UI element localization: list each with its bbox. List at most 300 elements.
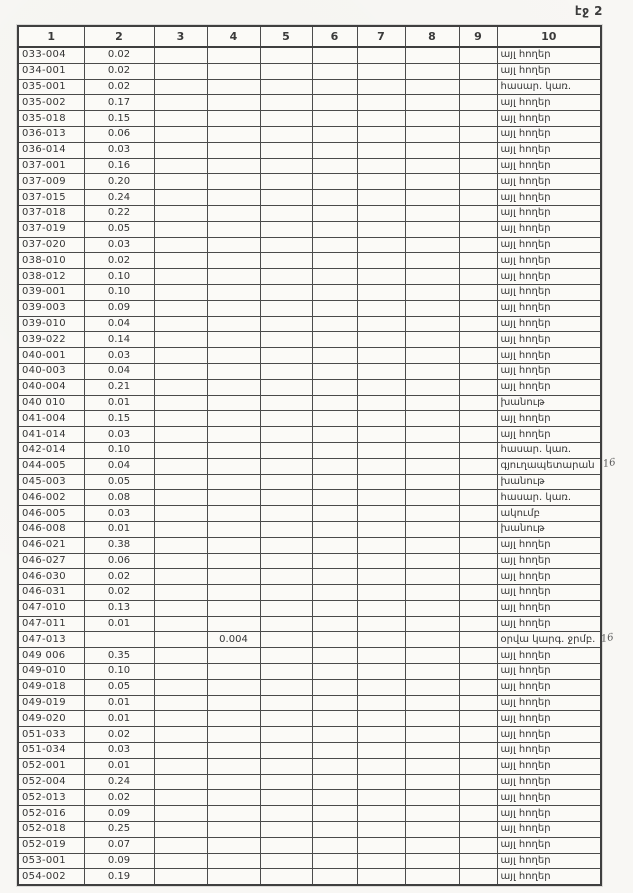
empty-cell xyxy=(357,869,405,885)
empty-cell xyxy=(260,237,312,253)
empty-cell xyxy=(357,348,405,364)
area-value-cell xyxy=(207,221,260,237)
area-value-cell: 0.03 xyxy=(84,506,154,522)
empty-cell xyxy=(405,395,459,411)
empty-cell xyxy=(154,237,207,253)
empty-cell xyxy=(154,727,207,743)
empty-cell xyxy=(405,363,459,379)
parcel-code-cell: 052-019 xyxy=(18,837,84,853)
area-value-cell xyxy=(207,395,260,411)
empty-cell xyxy=(260,63,312,79)
empty-cell xyxy=(357,600,405,616)
empty-cell xyxy=(459,174,497,190)
empty-cell xyxy=(260,853,312,869)
area-value-cell: 0.02 xyxy=(84,63,154,79)
empty-cell xyxy=(459,585,497,601)
empty-cell xyxy=(459,158,497,174)
empty-cell xyxy=(357,142,405,158)
empty-cell xyxy=(405,348,459,364)
empty-cell xyxy=(260,316,312,332)
empty-cell xyxy=(459,411,497,427)
table-row xyxy=(18,490,601,506)
empty-cell xyxy=(260,679,312,695)
empty-cell xyxy=(260,664,312,680)
empty-cell xyxy=(312,284,357,300)
area-value-cell: 0.01 xyxy=(84,395,154,411)
area-value-cell xyxy=(207,758,260,774)
parcel-code-cell: 040-001 xyxy=(18,348,84,364)
parcel-code-cell: 035-002 xyxy=(18,95,84,111)
empty-cell xyxy=(459,379,497,395)
empty-cell xyxy=(260,806,312,822)
parcel-code-cell: 052-018 xyxy=(18,822,84,838)
column-header: 5 xyxy=(260,26,312,47)
empty-cell xyxy=(260,332,312,348)
empty-cell xyxy=(260,79,312,95)
empty-cell xyxy=(357,427,405,443)
empty-cell xyxy=(357,490,405,506)
area-value-cell: 0.01 xyxy=(84,711,154,727)
table-row xyxy=(18,253,601,269)
parcel-code-cell: 049-020 xyxy=(18,711,84,727)
empty-cell xyxy=(357,790,405,806)
empty-cell xyxy=(405,47,459,63)
table-row xyxy=(18,869,601,885)
empty-cell xyxy=(312,63,357,79)
area-value-cell xyxy=(207,269,260,285)
empty-cell xyxy=(459,395,497,411)
empty-cell xyxy=(357,727,405,743)
empty-cell xyxy=(459,537,497,553)
empty-cell xyxy=(357,774,405,790)
table-row xyxy=(18,158,601,174)
area-value-cell: 0.13 xyxy=(84,600,154,616)
area-value-cell xyxy=(207,47,260,63)
empty-cell xyxy=(260,790,312,806)
empty-cell xyxy=(405,174,459,190)
empty-cell xyxy=(405,221,459,237)
parcel-code-cell: 049-018 xyxy=(18,679,84,695)
land-use-cell: այլ հողեր xyxy=(497,300,601,316)
area-value-cell: 0.15 xyxy=(84,411,154,427)
land-use-cell: այլ հողեր xyxy=(497,600,601,616)
table-row xyxy=(18,174,601,190)
land-use-cell: այլ հողեր xyxy=(497,363,601,379)
empty-cell xyxy=(357,695,405,711)
empty-cell xyxy=(312,679,357,695)
parcel-code-cell: 042-014 xyxy=(18,442,84,458)
area-value-cell: 0.04 xyxy=(84,458,154,474)
empty-cell xyxy=(154,869,207,885)
empty-cell xyxy=(459,648,497,664)
land-use-cell: այլ հողեր xyxy=(497,142,601,158)
area-value-cell xyxy=(207,111,260,127)
area-value-cell xyxy=(207,316,260,332)
empty-cell xyxy=(405,790,459,806)
empty-cell xyxy=(459,774,497,790)
table-row xyxy=(18,727,601,743)
empty-cell xyxy=(357,111,405,127)
empty-cell xyxy=(154,806,207,822)
parcel-code-cell: 052-016 xyxy=(18,806,84,822)
empty-cell xyxy=(154,537,207,553)
empty-cell xyxy=(312,711,357,727)
empty-cell xyxy=(459,600,497,616)
parcel-code-cell: 046-008 xyxy=(18,521,84,537)
empty-cell xyxy=(154,458,207,474)
area-value-cell: 0.03 xyxy=(84,427,154,443)
table-row xyxy=(18,47,601,63)
empty-cell xyxy=(357,506,405,522)
empty-cell xyxy=(154,790,207,806)
parcel-code-cell: 051-034 xyxy=(18,743,84,759)
empty-cell xyxy=(405,126,459,142)
empty-cell xyxy=(154,822,207,838)
parcel-code-cell: 037-009 xyxy=(18,174,84,190)
empty-cell xyxy=(357,253,405,269)
table-row xyxy=(18,411,601,427)
land-use-cell: այլ հողեր xyxy=(497,253,601,269)
column-header: 9 xyxy=(459,26,497,47)
empty-cell xyxy=(260,616,312,632)
area-value-cell xyxy=(207,411,260,427)
empty-cell xyxy=(357,711,405,727)
area-value-cell: 0.20 xyxy=(84,174,154,190)
area-value-cell: 0.21 xyxy=(84,379,154,395)
area-value-cell xyxy=(207,521,260,537)
empty-cell xyxy=(260,363,312,379)
area-value-cell: 0.06 xyxy=(84,553,154,569)
empty-cell xyxy=(260,537,312,553)
empty-cell xyxy=(312,521,357,537)
area-value-cell xyxy=(207,616,260,632)
table-row xyxy=(18,569,601,585)
empty-cell xyxy=(459,111,497,127)
empty-cell xyxy=(357,395,405,411)
table-row xyxy=(18,853,601,869)
empty-cell xyxy=(405,63,459,79)
empty-cell xyxy=(405,537,459,553)
table-row xyxy=(18,221,601,237)
empty-cell xyxy=(405,284,459,300)
empty-cell xyxy=(312,190,357,206)
page-number-label: էջ 2 xyxy=(574,4,603,18)
land-use-cell: գյուղապետարան xyxy=(497,458,601,474)
empty-cell xyxy=(312,537,357,553)
empty-cell xyxy=(154,190,207,206)
land-use-cell: այլ հողեր xyxy=(497,269,601,285)
empty-cell xyxy=(312,253,357,269)
parcel-code-cell: 046-005 xyxy=(18,506,84,522)
empty-cell xyxy=(405,506,459,522)
empty-cell xyxy=(312,142,357,158)
empty-cell xyxy=(260,490,312,506)
area-value-cell xyxy=(207,490,260,506)
empty-cell xyxy=(154,284,207,300)
column-header: 10 xyxy=(497,26,601,47)
area-value-cell xyxy=(207,853,260,869)
empty-cell xyxy=(459,363,497,379)
parcel-code-cell: 035-018 xyxy=(18,111,84,127)
empty-cell xyxy=(459,237,497,253)
area-value-cell xyxy=(207,253,260,269)
empty-cell xyxy=(312,743,357,759)
empty-cell xyxy=(405,822,459,838)
land-use-cell: այլ հողեր xyxy=(497,111,601,127)
empty-cell xyxy=(154,853,207,869)
column-header: 1 xyxy=(18,26,84,47)
empty-cell xyxy=(405,727,459,743)
empty-cell xyxy=(154,774,207,790)
empty-cell xyxy=(154,269,207,285)
area-value-cell xyxy=(207,553,260,569)
empty-cell xyxy=(357,79,405,95)
area-value-cell xyxy=(207,348,260,364)
area-value-cell xyxy=(207,790,260,806)
empty-cell xyxy=(459,853,497,869)
empty-cell xyxy=(459,822,497,838)
area-value-cell: 0.19 xyxy=(84,869,154,885)
empty-cell xyxy=(405,806,459,822)
column-header: 7 xyxy=(357,26,405,47)
empty-cell xyxy=(405,458,459,474)
parcel-code-cell: 041-014 xyxy=(18,427,84,443)
empty-cell xyxy=(405,743,459,759)
empty-cell xyxy=(260,506,312,522)
empty-cell xyxy=(312,237,357,253)
empty-cell xyxy=(154,569,207,585)
empty-cell xyxy=(260,632,312,648)
empty-cell xyxy=(312,790,357,806)
land-use-cell: այլ հողեր xyxy=(497,553,601,569)
empty-cell xyxy=(154,506,207,522)
empty-cell xyxy=(154,126,207,142)
area-value-cell xyxy=(207,300,260,316)
empty-cell xyxy=(357,553,405,569)
empty-cell xyxy=(154,47,207,63)
empty-cell xyxy=(405,490,459,506)
empty-cell xyxy=(154,664,207,680)
empty-cell xyxy=(357,126,405,142)
empty-cell xyxy=(312,569,357,585)
empty-cell xyxy=(312,632,357,648)
table-row xyxy=(18,758,601,774)
empty-cell xyxy=(260,300,312,316)
empty-cell xyxy=(312,837,357,853)
empty-cell xyxy=(154,553,207,569)
empty-cell xyxy=(260,521,312,537)
empty-cell xyxy=(260,284,312,300)
parcel-code-cell: 035-001 xyxy=(18,79,84,95)
area-value-cell: 0.01 xyxy=(84,758,154,774)
empty-cell xyxy=(357,806,405,822)
area-value-cell xyxy=(207,427,260,443)
area-value-cell xyxy=(207,458,260,474)
area-value-cell xyxy=(207,695,260,711)
empty-cell xyxy=(154,63,207,79)
empty-cell xyxy=(260,395,312,411)
area-value-cell: 0.09 xyxy=(84,300,154,316)
empty-cell xyxy=(312,822,357,838)
table-header-row xyxy=(18,26,601,47)
empty-cell xyxy=(312,111,357,127)
empty-cell xyxy=(312,300,357,316)
table-row xyxy=(18,711,601,727)
area-value-cell: 0.05 xyxy=(84,679,154,695)
handwritten-margin-note: 16 xyxy=(600,631,615,646)
area-value-cell: 0.03 xyxy=(84,743,154,759)
area-value-cell: 0.02 xyxy=(84,79,154,95)
empty-cell xyxy=(357,47,405,63)
empty-cell xyxy=(405,758,459,774)
empty-cell xyxy=(459,632,497,648)
empty-cell xyxy=(357,822,405,838)
empty-cell xyxy=(154,411,207,427)
empty-cell xyxy=(312,727,357,743)
table-row xyxy=(18,648,601,664)
table-row xyxy=(18,284,601,300)
empty-cell xyxy=(459,95,497,111)
area-value-cell: 0.06 xyxy=(84,126,154,142)
parcel-code-cell: 052-004 xyxy=(18,774,84,790)
parcel-code-cell: 051-033 xyxy=(18,727,84,743)
land-use-cell: այլ հողեր xyxy=(497,95,601,111)
parcel-code-cell: 053-001 xyxy=(18,853,84,869)
empty-cell xyxy=(405,142,459,158)
empty-cell xyxy=(312,205,357,221)
area-value-cell xyxy=(207,237,260,253)
empty-cell xyxy=(260,126,312,142)
empty-cell xyxy=(154,205,207,221)
empty-cell xyxy=(405,569,459,585)
land-use-cell: այլ հողեր xyxy=(497,47,601,63)
area-value-cell: 0.07 xyxy=(84,837,154,853)
empty-cell xyxy=(357,363,405,379)
empty-cell xyxy=(405,679,459,695)
land-use-cell: այլ հողեր xyxy=(497,616,601,632)
empty-cell xyxy=(459,79,497,95)
land-use-cell: այլ հողեր xyxy=(497,174,601,190)
empty-cell xyxy=(260,758,312,774)
land-use-cell: այլ հողեր xyxy=(497,869,601,885)
area-value-cell: 0.25 xyxy=(84,822,154,838)
empty-cell xyxy=(357,411,405,427)
empty-cell xyxy=(405,237,459,253)
empty-cell xyxy=(260,348,312,364)
area-value-cell xyxy=(207,537,260,553)
parcel-code-cell: 054-002 xyxy=(18,869,84,885)
area-value-cell xyxy=(207,600,260,616)
area-value-cell: 0.38 xyxy=(84,537,154,553)
empty-cell xyxy=(459,63,497,79)
land-use-cell: ակումբ xyxy=(497,506,601,522)
area-value-cell: 0.08 xyxy=(84,490,154,506)
empty-cell xyxy=(357,316,405,332)
area-value-cell xyxy=(207,585,260,601)
empty-cell xyxy=(357,648,405,664)
area-value-cell xyxy=(207,174,260,190)
table-row xyxy=(18,348,601,364)
parcel-code-cell: 049-010 xyxy=(18,664,84,680)
empty-cell xyxy=(312,332,357,348)
parcel-code-cell: 036-014 xyxy=(18,142,84,158)
empty-cell xyxy=(405,158,459,174)
empty-cell xyxy=(405,300,459,316)
empty-cell xyxy=(260,474,312,490)
area-value-cell: 0.02 xyxy=(84,585,154,601)
empty-cell xyxy=(154,758,207,774)
table-row xyxy=(18,600,601,616)
empty-cell xyxy=(312,379,357,395)
empty-cell xyxy=(154,600,207,616)
empty-cell xyxy=(154,174,207,190)
empty-cell xyxy=(357,743,405,759)
empty-cell xyxy=(405,711,459,727)
land-use-cell: այլ հողեր xyxy=(497,711,601,727)
area-value-cell xyxy=(207,806,260,822)
land-use-cell: խանութ xyxy=(497,521,601,537)
empty-cell xyxy=(312,269,357,285)
parcel-code-cell: 052-013 xyxy=(18,790,84,806)
empty-cell xyxy=(260,253,312,269)
land-use-cell: այլ հողեր xyxy=(497,837,601,853)
area-value-cell: 0.15 xyxy=(84,111,154,127)
table-row xyxy=(18,806,601,822)
area-value-cell xyxy=(207,284,260,300)
empty-cell xyxy=(405,332,459,348)
empty-cell xyxy=(459,727,497,743)
area-value-cell xyxy=(207,363,260,379)
empty-cell xyxy=(405,869,459,885)
empty-cell xyxy=(405,474,459,490)
empty-cell xyxy=(312,174,357,190)
empty-cell xyxy=(154,695,207,711)
land-use-cell: հասար. կառ. xyxy=(497,442,601,458)
empty-cell xyxy=(260,837,312,853)
table-row xyxy=(18,142,601,158)
empty-cell xyxy=(312,600,357,616)
land-use-cell: այլ հողեր xyxy=(497,63,601,79)
empty-cell xyxy=(459,616,497,632)
area-value-cell: 0.01 xyxy=(84,521,154,537)
empty-cell xyxy=(312,47,357,63)
empty-cell xyxy=(459,126,497,142)
empty-cell xyxy=(154,837,207,853)
area-value-cell xyxy=(207,506,260,522)
empty-cell xyxy=(357,569,405,585)
empty-cell xyxy=(312,506,357,522)
table-row xyxy=(18,585,601,601)
empty-cell xyxy=(154,379,207,395)
empty-cell xyxy=(312,442,357,458)
parcel-code-cell: 040-003 xyxy=(18,363,84,379)
empty-cell xyxy=(312,474,357,490)
empty-cell xyxy=(357,442,405,458)
land-use-cell: այլ հողեր xyxy=(497,348,601,364)
parcel-code-cell: 038-010 xyxy=(18,253,84,269)
parcel-code-cell: 037-019 xyxy=(18,221,84,237)
land-use-cell: այլ հողեր xyxy=(497,774,601,790)
parcel-code-cell: 046-030 xyxy=(18,569,84,585)
empty-cell xyxy=(357,853,405,869)
table-row xyxy=(18,616,601,632)
empty-cell xyxy=(154,158,207,174)
empty-cell xyxy=(357,269,405,285)
empty-cell xyxy=(357,174,405,190)
empty-cell xyxy=(357,521,405,537)
empty-cell xyxy=(260,569,312,585)
empty-cell xyxy=(312,427,357,443)
